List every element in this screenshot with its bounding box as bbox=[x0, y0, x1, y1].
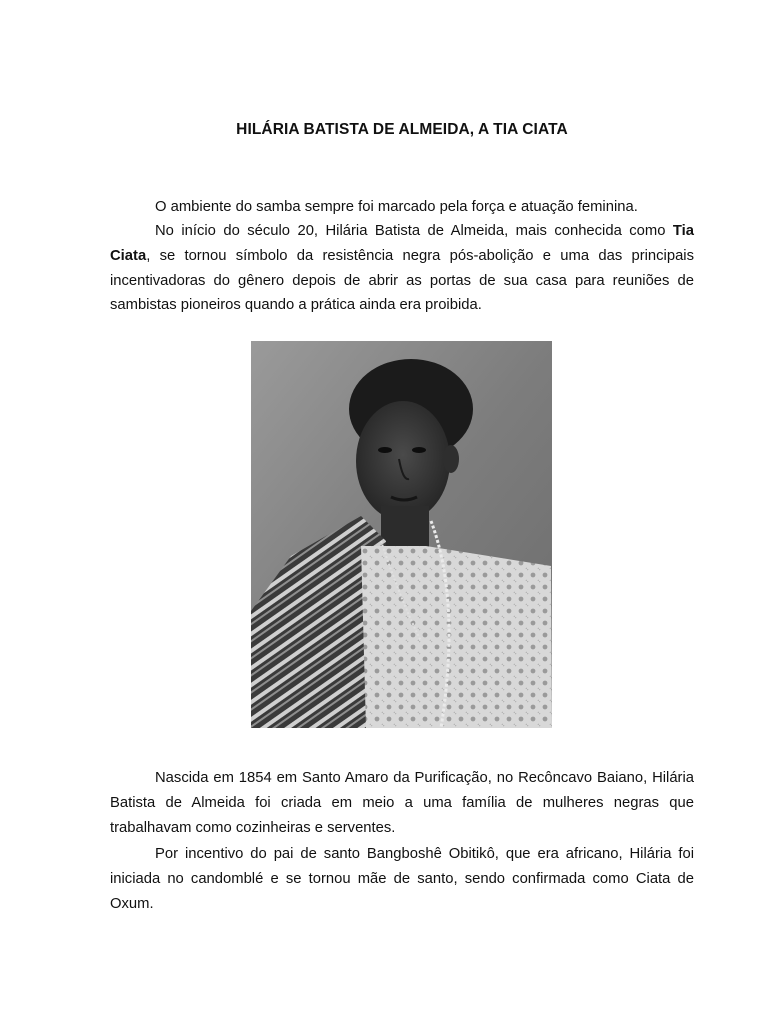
paragraph-text: , se tornou símbolo da resistência negra pós-abolição e uma das principais incentivadoras do gênero depois de abrir as portas de sua casa para reuniões de sambistas pioneiros quando a prática ainda era proibida. bbox=[110, 247, 694, 314]
document-title: HILÁRIA BATISTA DE ALMEIDA, A TIA CIATA bbox=[236, 121, 568, 138]
paragraph-intro: O ambiente do samba sempre foi marcado pela força e atuação feminina. bbox=[155, 199, 638, 215]
paragraph-birth: Nascida em 1854 em Santo Amaro da Purificação, no Recôncavo Baiano, Hilária Batista de Almeida foi criada em meio a uma família de mulheres negras que trabalhavam como cozinheiras e serventes. bbox=[110, 770, 694, 836]
paragraph-text: No início do século 20, Hilária Batista de Almeida, mais conhecida como bbox=[155, 223, 673, 239]
paragraph-candomble: Por incentivo do pai de santo Bangboshê Obitikô, que era africano, Hilária foi iniciada no candomblé e se tornou mãe de santo, sendo confirmada como Ciata de Oxum. bbox=[110, 846, 694, 912]
paragraph-tia-ciata bbox=[110, 219, 694, 318]
bold-name: Tia Ciata bbox=[110, 223, 694, 264]
portrait-photo bbox=[251, 341, 552, 728]
